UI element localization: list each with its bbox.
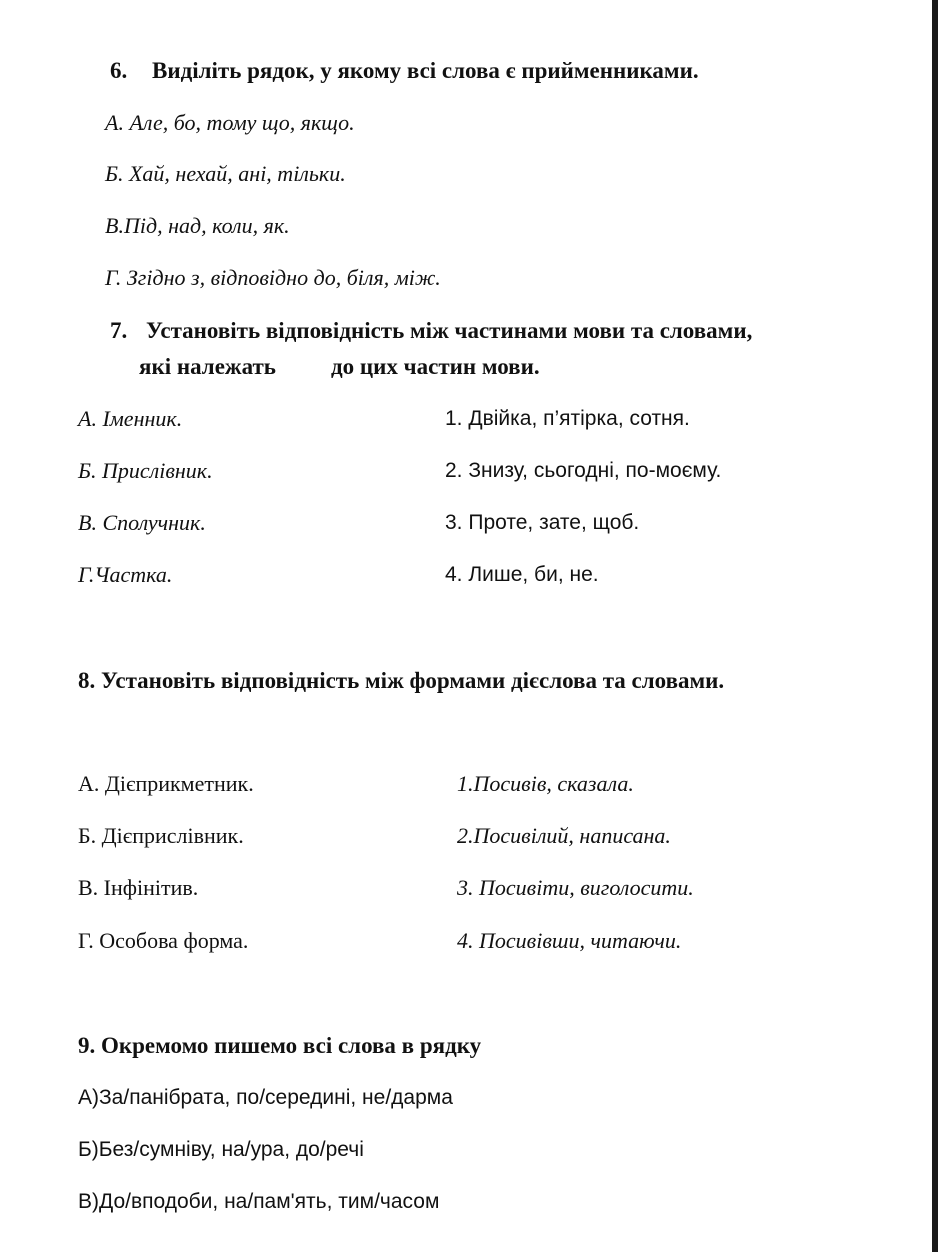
- q7-right-4: 4. Лише, би, не.: [445, 563, 599, 586]
- q6-option-a: А. Але, бо, тому що, якщо.: [105, 110, 355, 135]
- q7-left-b: Б. Прислівник.: [78, 458, 213, 483]
- q7-left-d: Г.Частка.: [78, 562, 173, 587]
- page-edge: [932, 0, 938, 1252]
- q7-left-a: А. Іменник.: [78, 406, 183, 431]
- q8-left-c: В. Інфінітив.: [78, 875, 199, 900]
- q7-number: 7.: [110, 318, 128, 343]
- q8-right-4: 4. Посивівши, читаючи.: [457, 928, 682, 953]
- q8-right-3: 3. Посивіти, виголосити.: [457, 875, 694, 900]
- q7-right-3: 3. Проте, зате, щоб.: [445, 511, 640, 534]
- q8-right-2: 2.Посивілий, написана.: [457, 823, 671, 848]
- q7-left-c: В. Сполучник.: [78, 510, 206, 535]
- q6-title: Виділіть рядок, у якому всі слова є прийменниками.: [152, 58, 699, 83]
- q9-option-a: А)За/панібрата, по/середині, не/дарма: [78, 1086, 453, 1109]
- q9-title: 9. Окремомо пишемо всі слова в рядку: [78, 1033, 482, 1058]
- q9-option-b: Б)Без/сумніву, на/ура, до/речі: [78, 1138, 364, 1161]
- q9-option-c: В)До/вподоби, на/пам'ять, тим/часом: [78, 1190, 440, 1213]
- q7-title-line1: Установіть відповідність між частинами мови та словами,: [146, 318, 753, 343]
- q7-right-2: 2. Знизу, сьогодні, по-моєму.: [445, 459, 722, 482]
- q8-right-1: 1.Посивів, сказала.: [457, 771, 634, 796]
- q6-number: 6.: [110, 58, 128, 83]
- q6-option-d: Г. Згідно з, відповідно до, біля, між.: [105, 265, 441, 290]
- q6-option-c: В.Під, над, коли, як.: [105, 213, 290, 238]
- q6-option-b: Б. Хай, нехай, ані, тільки.: [105, 161, 346, 186]
- q8-title: 8. Установіть відповідність між формами дієслова та словами.: [78, 668, 725, 693]
- q7-title-line2-b: до цих частин мови.: [331, 354, 540, 379]
- q7-title-line2-a: які належать: [139, 354, 276, 379]
- q8-left-a: А. Дієприкметник.: [78, 771, 254, 796]
- q8-left-b: Б. Дієприслівник.: [78, 823, 244, 848]
- q7-right-1: 1. Двійка, п’ятірка, сотня.: [445, 407, 690, 430]
- q8-left-d: Г. Особова форма.: [78, 928, 249, 953]
